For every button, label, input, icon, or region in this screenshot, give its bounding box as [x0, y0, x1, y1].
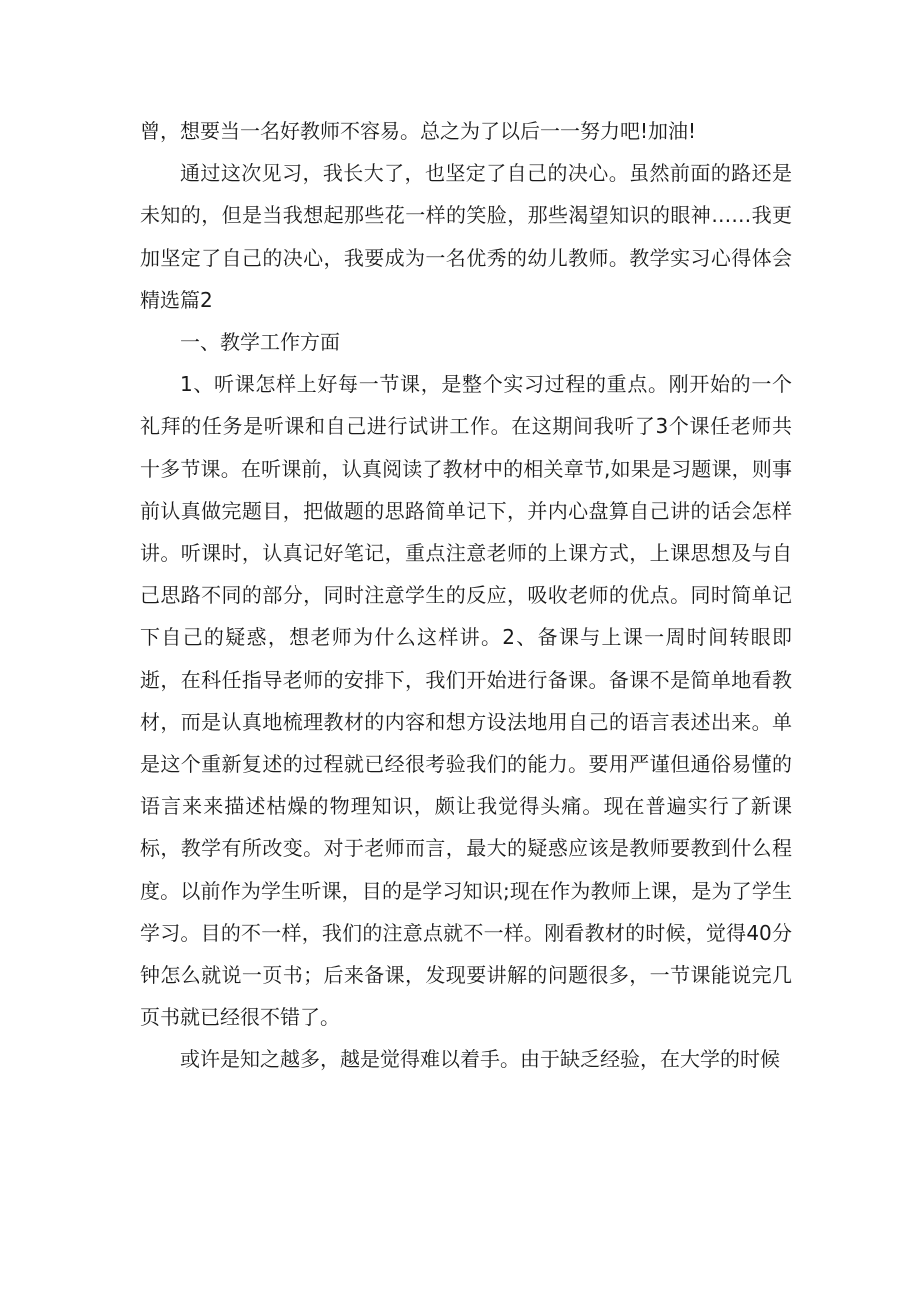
- paragraph-5: 或许是知之越多，越是觉得难以着手。由于缺乏经验，在大学的时候: [180, 1047, 780, 1072]
- paragraph-4: 1、听课怎样上好每一节课，是整个实习过程的重点。刚开始的一个礼拜的任务是听课和自己进行试讲工作。在这期间我听了3个课任老师共十多节课。在听课前，认真阅读了教材中的相关章节,如果是习题课，则事前认真做完题目，把做题的思路简单记下，并内心盘算自己讲的话会怎样讲。听课时，认真记好笔记，重点注意老师的上课方式，上课思想及与自己思路不同的部分，同时注意学生的反应，吸收老师的优点。同时简单记下自己的疑惑，想老师为什么这样讲。2、备课与上课一周时间转眼即逝，在科任指导老师的安排下，我们开始进行备课。备课不是简单地看教材，而是认真地梳理教材的内容和想方设法地用自己的语言表述出来。单是这个重新复述的过程就已经很考验我们的能力。要用严谨但通俗易懂的语言来来描述枯燥的物理知识，颇让我觉得头痛。现在普遍实行了新课标，教学有所改变。对于老师而言，最大的疑惑应该是教师要教到什么程度。以前作为学生听课，目的是学习知识;现在作为教师上课，是为了学生学习。目的不一样，我们的注意点就不一样。刚看教材的时候，觉得40分钟怎么就说一页书；后来备课，发现要讲解的问题很多，一节课能说完几页书就已经很不错了。: [140, 372, 792, 1030]
- document-body: [140, 110, 792, 1081]
- paragraph-2: 通过这次见习，我长大了，也坚定了自己的决心。虽然前面的路还是未知的，但是当我想起那些花一样的笑脸，那些渴望知识的眼神……我更加坚定了自己的决心，我要成为一名优秀的幼儿教师。教学实习心得体会精选篇2: [140, 161, 792, 312]
- paragraph-1: 曾，想要当一名好教师不容易。总之为了以后一一努力吧!加油!: [140, 119, 697, 143]
- section-heading-teaching-work: 一、教学工作方面: [180, 330, 340, 355]
